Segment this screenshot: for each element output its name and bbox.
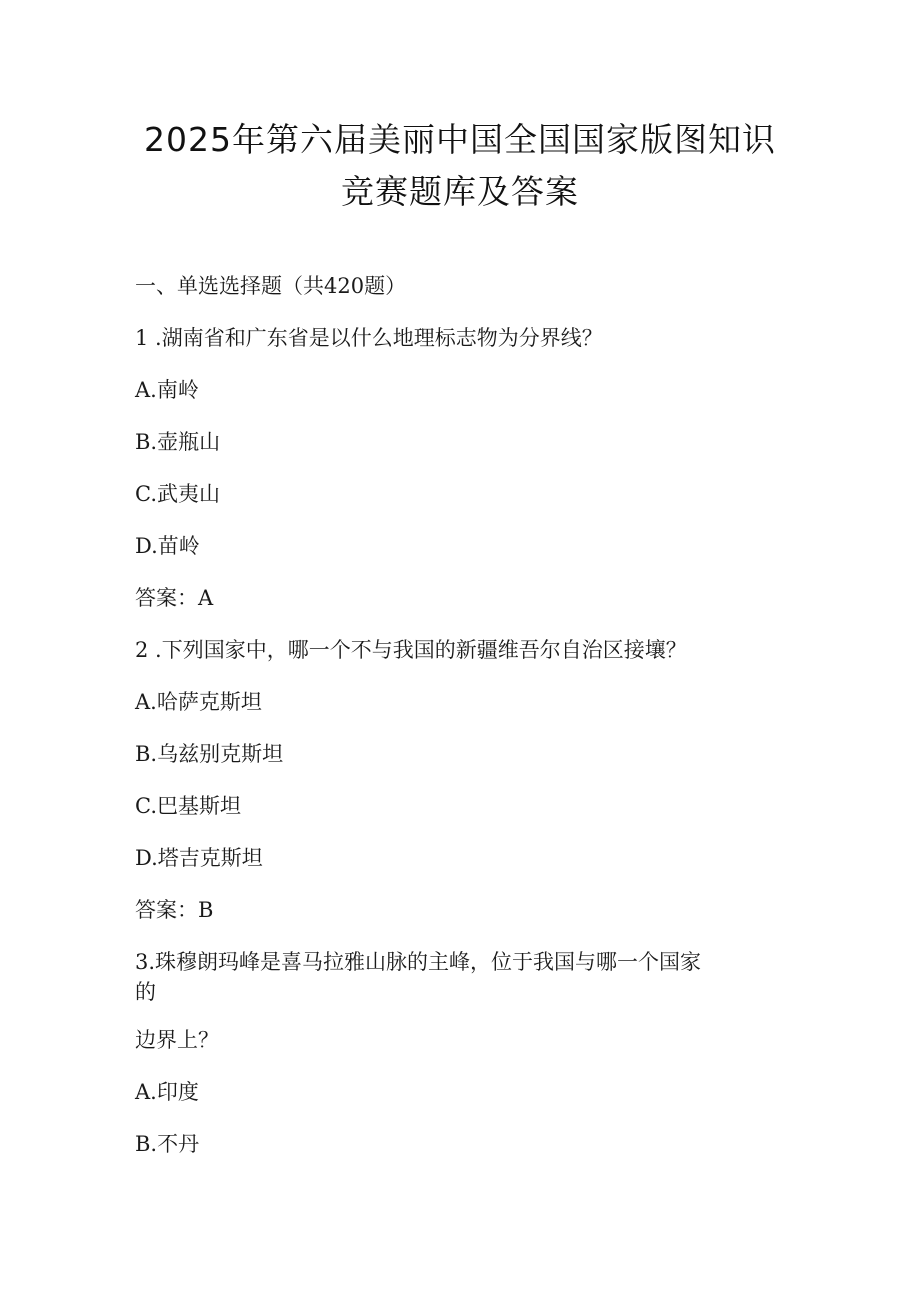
question-2-stem: 2 .下列国家中，哪一个不与我国的新疆维吾尔自治区接壤？ [135, 638, 687, 662]
question-3-stem-line-1: 3.珠穆朗玛峰是喜马拉雅山脉的主峰，位于我国与哪一个国家 [135, 950, 702, 974]
question-1-stem: 1 .湖南省和广东省是以什么地理标志物为分界线？ [135, 326, 603, 350]
question-2-option-c: C.巴基斯坦 [135, 794, 241, 818]
question-2-option-a: A.哈萨克斯坦 [135, 690, 262, 714]
document-title-line-2: 竞赛题库及答案 [341, 172, 579, 211]
document-title-line-1: 2025年第六届美丽中国全国国家版图知识 [144, 120, 776, 159]
question-2-answer: 答案：B [135, 898, 214, 922]
question-3-stem-line-3: 边界上？ [135, 1028, 219, 1052]
question-3-option-a: A.印度 [135, 1080, 199, 1104]
question-2-option-b: B.乌兹别克斯坦 [135, 742, 284, 766]
question-1-option-b: B.壶瓶山 [135, 430, 221, 454]
question-1-option-d: D.苗岭 [135, 534, 200, 558]
question-3-option-b: B.不丹 [135, 1132, 200, 1156]
section-heading: 一、单选选择题（共420题） [135, 274, 407, 298]
question-1-answer: 答案：A [135, 586, 214, 610]
question-2-option-d: D.塔吉克斯坦 [135, 846, 263, 870]
question-1-option-c: C.武夷山 [135, 482, 220, 506]
question-3-stem-line-2: 的 [135, 980, 156, 1004]
question-1-option-a: A.南岭 [135, 378, 199, 402]
